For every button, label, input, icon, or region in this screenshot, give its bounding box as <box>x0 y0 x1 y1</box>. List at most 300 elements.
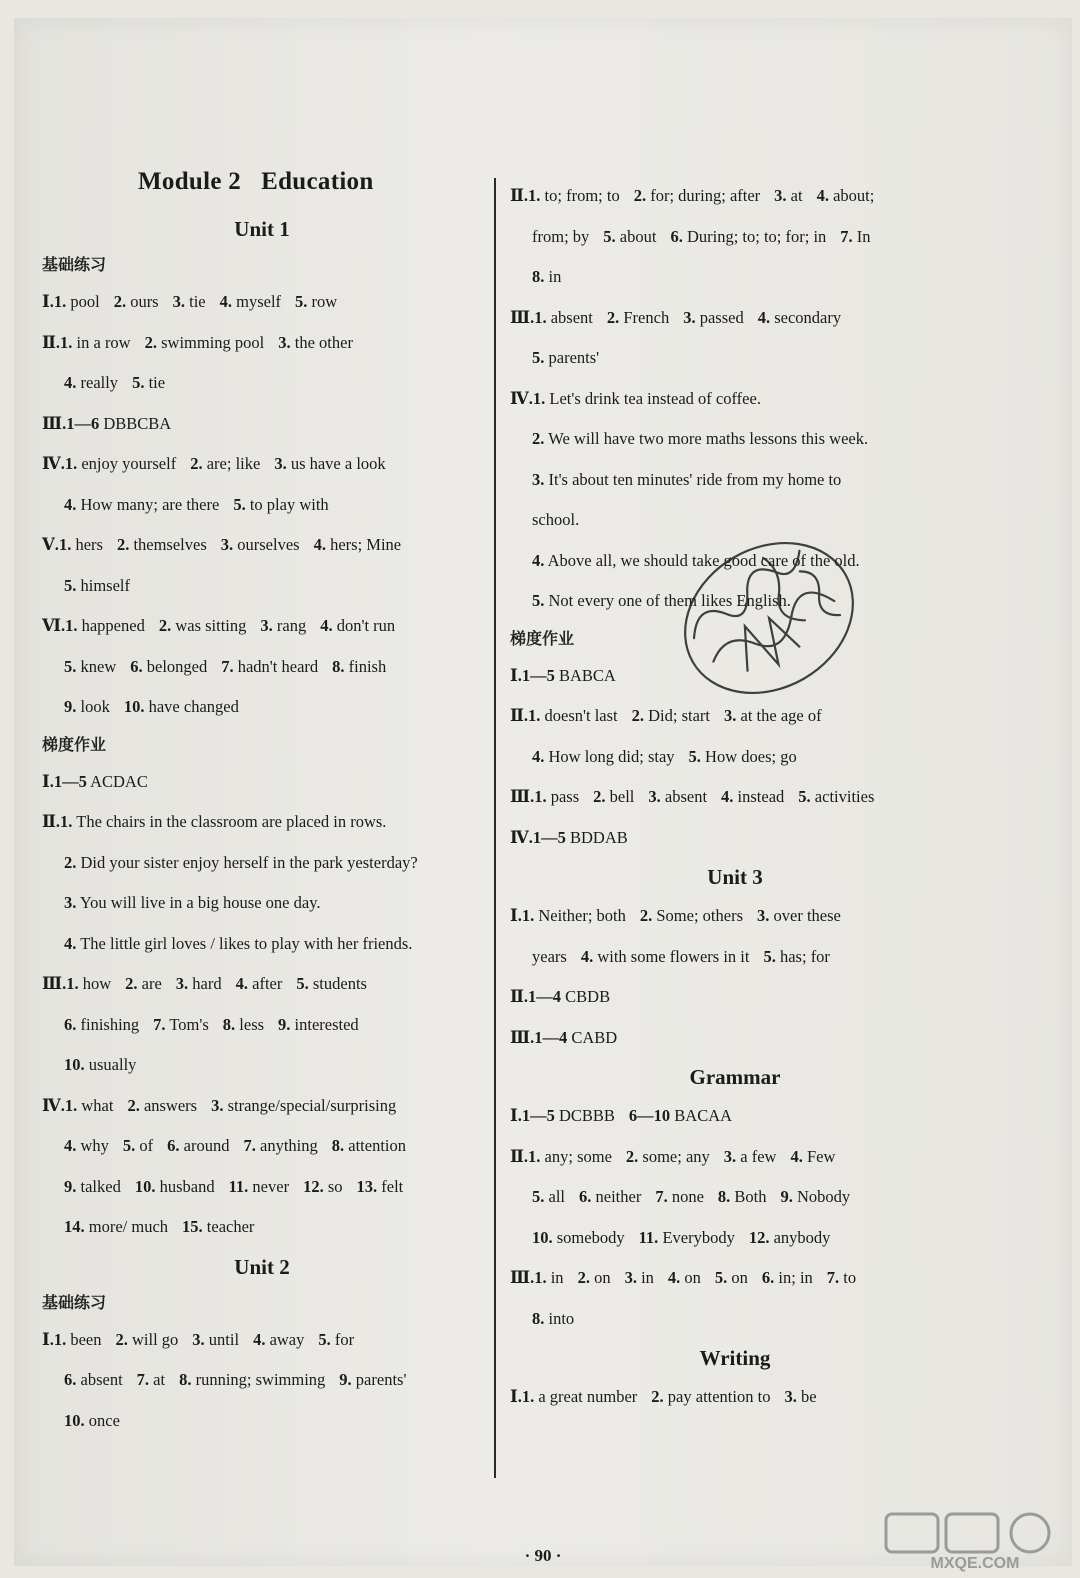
answer-text: to play with <box>249 494 329 514</box>
answer-text: been <box>70 1329 102 1349</box>
answer-text: on <box>684 1268 701 1287</box>
answer-line <box>42 1320 482 1361</box>
item-number: 2. <box>639 906 653 925</box>
answer-text: Tom's <box>169 1014 209 1034</box>
answer-text: enjoy yourself <box>81 454 177 473</box>
item-number: 4. <box>816 186 829 205</box>
answer-line <box>42 1207 482 1248</box>
answer-line <box>510 1177 960 1218</box>
item-number: 2. <box>115 1329 128 1349</box>
answer-text: attention <box>348 1136 406 1155</box>
item-number: 4. <box>790 1146 803 1166</box>
item-number: 4. <box>64 494 77 514</box>
item-number: 2. <box>158 616 172 635</box>
answer-text: be <box>800 1387 817 1406</box>
answer-line <box>42 525 482 566</box>
answer-line <box>510 1258 960 1299</box>
answer-text: none <box>671 1187 704 1206</box>
item-number: 5. <box>318 1329 331 1349</box>
answer-text: row <box>311 292 338 311</box>
answer-text: DCBBB <box>558 1106 615 1125</box>
answer-text: for; during; after <box>650 186 761 205</box>
answer-text: Few <box>806 1146 836 1166</box>
answer-line <box>510 419 960 460</box>
section-numeral: Ⅱ. <box>42 332 61 352</box>
answer-text: happened <box>81 616 145 635</box>
item-number: 7. <box>655 1187 668 1206</box>
section-numeral: Ⅲ. <box>510 1027 535 1047</box>
answer-text: students <box>312 974 367 993</box>
answer-text: anybody <box>773 1227 831 1247</box>
answer-text: around <box>183 1136 230 1155</box>
item-number: 12. <box>748 1227 770 1247</box>
answer-text: rang <box>276 616 307 635</box>
answer-text: absent <box>80 1370 123 1389</box>
section-numeral: Ⅱ. <box>510 987 529 1006</box>
item-number: 2. <box>651 1387 664 1406</box>
item-number: 3. <box>220 535 234 554</box>
answer-text: finish <box>348 656 387 676</box>
item-number: 2. <box>631 706 644 725</box>
answer-line <box>510 818 960 859</box>
item-number: 10. <box>134 1176 156 1196</box>
answer-text: on <box>594 1268 611 1287</box>
answer-text: The chairs in the classroom are placed in rows. <box>76 812 387 831</box>
item-number: 7. <box>153 1014 166 1034</box>
unit-1-graded-answers <box>42 762 482 1248</box>
item-number: 4. <box>721 787 734 806</box>
section-numeral: Ⅲ. <box>510 1268 535 1287</box>
answer-text: tie <box>148 373 166 392</box>
item-number: 2. <box>127 1095 140 1115</box>
answer-text: hers <box>75 535 103 554</box>
item-number: 3. <box>624 1268 637 1287</box>
answer-text: usually <box>88 1055 137 1074</box>
item-number: 6. <box>130 656 143 676</box>
answer-text: interested <box>294 1014 359 1034</box>
answer-text: to; from; to <box>544 186 620 205</box>
answer-text: from; by <box>532 226 590 246</box>
item-number: 11. <box>638 1227 659 1247</box>
module-title: Module 2 Education <box>138 168 374 195</box>
item-number: 5. <box>132 373 145 392</box>
item-number: 1. <box>528 1146 541 1166</box>
item-number: 1. <box>534 1268 547 1287</box>
answer-text: Both <box>734 1187 767 1206</box>
answer-text: about <box>619 226 657 246</box>
answer-text: some; any <box>642 1146 710 1166</box>
item-number: 1—4 <box>534 1027 568 1047</box>
answer-text: absent <box>550 307 593 327</box>
item-number: 5. <box>532 591 545 610</box>
grammar-title: Grammar <box>689 1065 781 1089</box>
item-number: 4. <box>64 933 77 953</box>
item-number: 1. <box>60 812 73 831</box>
answer-text: on <box>731 1268 748 1287</box>
section-numeral: Ⅱ. <box>510 186 529 205</box>
answer-text: parents' <box>355 1370 407 1389</box>
answer-text: Did; start <box>648 706 710 725</box>
answer-text: How many; are there <box>80 494 220 514</box>
item-number: 1. <box>521 1387 535 1406</box>
site-watermark-logo <box>880 1510 1070 1572</box>
answer-text: talked <box>80 1176 121 1196</box>
item-number: 2. <box>625 1146 639 1166</box>
item-number: 9. <box>64 1176 77 1196</box>
unit-1-basic-answers <box>42 282 482 728</box>
answer-text: We will have two more maths lessons this week. <box>548 429 869 448</box>
answer-text: has; for <box>779 946 830 966</box>
answer-text: CABD <box>571 1027 618 1047</box>
item-number: 3. <box>683 307 696 327</box>
answer-line <box>42 647 482 688</box>
answer-text: swimming pool <box>161 332 265 352</box>
answer-text: away <box>269 1329 305 1349</box>
answer-line <box>42 1401 482 1442</box>
answer-text: The little girl loves / likes to play with her friends. <box>80 933 413 953</box>
item-number: 5. <box>532 1187 545 1206</box>
section-numeral: Ⅰ. <box>510 665 522 685</box>
section-numeral: Ⅲ. <box>510 787 535 806</box>
answer-text: school. <box>532 510 580 529</box>
answer-text: belonged <box>146 656 208 676</box>
section-numeral: Ⅱ. <box>510 1146 529 1166</box>
answer-text: finishing <box>80 1014 140 1034</box>
answer-text: Neither; both <box>538 906 626 925</box>
answer-text: somebody <box>556 1227 625 1247</box>
item-number: 3. <box>532 469 545 489</box>
item-number: 3. <box>260 616 273 635</box>
section-label-graded: 梯度作业 <box>42 734 107 754</box>
item-number: 7. <box>840 226 853 246</box>
grammar-answers <box>510 1096 960 1339</box>
answer-text: bell <box>609 787 635 806</box>
item-number: 8. <box>331 1136 345 1155</box>
section-label-graded-2: 梯度作业 <box>510 628 575 648</box>
section-label-basic-2: 基础练习 <box>42 1292 107 1312</box>
item-number: 1. <box>528 706 541 725</box>
item-number: 3. <box>211 1095 224 1115</box>
item-number: 8. <box>222 1014 236 1034</box>
answer-text: husband <box>159 1176 215 1196</box>
item-number: 1. <box>64 454 78 473</box>
answer-text: tie <box>189 292 206 311</box>
item-number: 3. <box>172 292 185 311</box>
answer-text: really <box>80 373 119 392</box>
section-numeral: Ⅳ. <box>510 827 533 847</box>
unit-1-title: Unit 1 <box>234 217 290 241</box>
answer-text: ACDAC <box>90 771 148 791</box>
answer-text: ourselves <box>237 535 300 554</box>
section-numeral: Ⅳ. <box>42 454 65 473</box>
item-number: 4. <box>253 1329 266 1349</box>
answer-text: You will live in a big house one day. <box>79 893 321 912</box>
answer-text: in a row <box>76 332 131 352</box>
answer-text: less <box>239 1014 265 1034</box>
item-number: 5. <box>122 1136 136 1155</box>
answer-text: all <box>548 1187 565 1206</box>
item-number: 1. <box>534 307 547 327</box>
item-number: 3. <box>757 906 770 925</box>
answer-line <box>42 444 482 485</box>
section-numeral: Ⅲ. <box>42 413 67 433</box>
right-column <box>510 176 960 1418</box>
answer-text: knew <box>80 656 117 676</box>
item-number: 2. <box>64 852 77 872</box>
answer-text: How long did; stay <box>548 746 675 766</box>
item-number: 2. <box>577 1268 590 1287</box>
item-number: 3. <box>774 186 787 205</box>
section-numeral: Ⅱ. <box>42 812 61 831</box>
item-number: 3. <box>175 974 189 993</box>
item-number: 2. <box>116 535 130 554</box>
item-number: 10. <box>123 697 145 716</box>
item-number: 10. <box>64 1055 85 1074</box>
watermark-text: MXQE.COM <box>930 1555 1020 1572</box>
section-numeral: Ⅰ. <box>42 1329 54 1349</box>
answer-line <box>42 1045 482 1086</box>
answer-text: never <box>252 1176 290 1196</box>
answer-text: neither <box>595 1187 642 1206</box>
answer-text: in <box>548 267 562 286</box>
item-number: 4. <box>219 292 232 311</box>
answer-text: pass <box>550 787 580 806</box>
answer-text: of <box>139 1136 154 1155</box>
answer-line <box>42 1167 482 1208</box>
answer-text: hers; Mine <box>330 535 402 554</box>
item-number: 6. <box>64 1370 77 1389</box>
item-number: 8. <box>332 656 345 676</box>
answer-line <box>510 460 960 501</box>
item-number: 4. <box>532 550 545 570</box>
answer-line <box>42 1086 482 1127</box>
item-number: 1—6 <box>66 413 100 433</box>
item-number: 3. <box>648 787 661 806</box>
answer-text: Above all, we should take good care of the old. <box>547 550 860 570</box>
item-number: 3. <box>274 454 287 473</box>
item-number: 3. <box>723 1146 737 1166</box>
answer-text: parents' <box>548 348 600 367</box>
item-number: 5. <box>532 348 545 367</box>
item-number: 4. <box>64 1136 77 1155</box>
answer-line <box>510 176 960 217</box>
item-number: 13. <box>356 1176 378 1196</box>
answer-text: how <box>82 974 112 993</box>
answer-text: How does; go <box>705 746 797 766</box>
answer-text: In <box>856 226 871 246</box>
item-number: 3. <box>278 332 291 352</box>
answer-line <box>510 1096 960 1137</box>
item-number: 7. <box>136 1370 150 1389</box>
answer-text: why <box>80 1136 109 1155</box>
section-numeral: Ⅰ. <box>510 1387 522 1406</box>
item-number: 6. <box>670 226 683 246</box>
item-number: 9. <box>339 1370 352 1389</box>
item-number: 1—5 <box>521 1106 555 1125</box>
item-number: 4. <box>235 974 248 993</box>
answer-text: will go <box>132 1329 179 1349</box>
answer-text: what <box>81 1095 114 1115</box>
section-label-basic: 基础练习 <box>42 255 107 274</box>
answer-text: secondary <box>774 307 842 327</box>
answer-text: look <box>80 697 110 716</box>
answer-text: felt <box>381 1176 404 1196</box>
item-number: 4. <box>667 1268 681 1287</box>
item-number: 5. <box>64 575 77 595</box>
answer-line <box>42 687 482 728</box>
answer-text: CBDB <box>565 987 611 1006</box>
item-number: 2. <box>125 974 138 993</box>
answer-line <box>510 298 960 339</box>
item-number: 7. <box>243 1136 256 1155</box>
answer-text: in <box>641 1268 654 1287</box>
item-number: 1. <box>53 1329 67 1349</box>
answer-text: at <box>153 1370 166 1389</box>
answer-line <box>42 363 482 404</box>
item-number: 1. <box>53 292 67 311</box>
answer-text: any; some <box>544 1146 612 1166</box>
answer-text: pool <box>70 292 100 311</box>
answer-line <box>510 1218 960 1259</box>
answer-text: to <box>843 1268 857 1287</box>
answer-line <box>42 566 482 607</box>
answer-text: a great number <box>538 1387 638 1406</box>
answer-line <box>42 404 482 445</box>
answer-text: passed <box>699 307 744 327</box>
item-number: 2. <box>532 429 545 448</box>
answer-text: activities <box>814 787 875 806</box>
answer-line <box>510 977 960 1018</box>
answer-text: hadn't heard <box>237 656 319 676</box>
item-number: 5. <box>688 746 701 766</box>
answer-line <box>42 964 482 1005</box>
item-number: 15. <box>182 1217 203 1236</box>
answer-text: DBBCBA <box>103 413 172 433</box>
answer-text: so <box>327 1176 343 1196</box>
answer-line <box>510 217 960 258</box>
item-number: 1—5 <box>532 827 566 847</box>
item-number: 1. <box>60 332 73 352</box>
item-number: 1—5 <box>53 771 87 791</box>
answer-line <box>510 338 960 379</box>
section-numeral: Ⅰ. <box>510 906 522 925</box>
item-number: 9. <box>278 1014 291 1034</box>
section-numeral: Ⅱ. <box>510 706 529 725</box>
answer-text: myself <box>236 292 282 311</box>
answer-text: ours <box>130 292 159 311</box>
section-numeral: Ⅲ. <box>510 307 535 327</box>
item-number: 2. <box>144 332 157 352</box>
item-number: 1. <box>528 186 541 205</box>
answer-line <box>42 762 482 803</box>
item-number: 8. <box>532 1308 545 1328</box>
item-number: 1—5 <box>521 665 555 685</box>
unit-3-answers <box>510 896 960 1058</box>
answer-line <box>42 1005 482 1046</box>
item-number: 2. <box>633 186 647 205</box>
item-number: 9. <box>780 1187 793 1206</box>
answer-text: Nobody <box>796 1187 851 1206</box>
answer-text: BDDAB <box>569 827 628 847</box>
item-number: 4. <box>532 746 545 766</box>
answer-line <box>510 1299 960 1340</box>
item-number: 5. <box>295 292 308 311</box>
answer-line <box>42 1360 482 1401</box>
answer-line <box>510 379 960 420</box>
item-number: 4. <box>757 307 771 327</box>
answer-text: himself <box>80 575 130 595</box>
answer-line <box>42 883 482 924</box>
section-numeral: Ⅰ. <box>42 292 54 311</box>
section-numeral: Ⅴ. <box>42 535 59 554</box>
answer-text: at the age of <box>740 706 822 725</box>
item-number: 10. <box>64 1410 85 1430</box>
item-number: 5. <box>64 656 77 676</box>
answer-text: strange/special/surprising <box>227 1095 397 1115</box>
answer-text: running; swimming <box>195 1370 326 1389</box>
item-number: 3. <box>784 1387 797 1406</box>
answer-line <box>510 777 960 818</box>
answer-text: more/ much <box>88 1217 169 1236</box>
writing-title: Writing <box>699 1346 771 1370</box>
answer-text: over these <box>773 906 841 925</box>
item-number: 6. <box>579 1187 592 1206</box>
unit-3-title: Unit 3 <box>707 865 763 889</box>
answer-text: pay attention to <box>667 1387 771 1406</box>
section-numeral: Ⅲ. <box>42 974 67 993</box>
item-number: 5. <box>714 1268 728 1287</box>
answer-line <box>42 282 482 323</box>
item-number: 4. <box>320 616 333 635</box>
item-number: 2. <box>113 292 127 311</box>
answer-text: once <box>88 1410 120 1430</box>
answer-text: It's about ten minutes' ride from my home to <box>548 469 842 489</box>
item-number: 1—4 <box>528 987 562 1006</box>
item-number: 8. <box>179 1370 192 1389</box>
answer-text: are; like <box>206 454 261 473</box>
answer-text: teacher <box>206 1217 255 1236</box>
answer-text: after <box>252 974 283 993</box>
item-number: 3. <box>192 1329 205 1349</box>
answer-text: Everybody <box>662 1227 735 1247</box>
item-number: 5. <box>603 226 616 246</box>
answer-line <box>42 606 482 647</box>
answer-text: until <box>208 1329 240 1349</box>
item-number: 3. <box>64 893 77 912</box>
item-number: 8. <box>717 1187 731 1206</box>
item-number: 5. <box>233 494 246 514</box>
answer-text: into <box>548 1308 575 1328</box>
answer-line <box>42 1126 482 1167</box>
answer-line <box>42 843 482 884</box>
answer-text: Some; others <box>656 906 743 925</box>
answer-text: instead <box>737 787 785 806</box>
answer-text: themselves <box>133 535 207 554</box>
answer-line <box>510 1018 960 1059</box>
page-number: · 90 · <box>524 1546 562 1565</box>
answer-text: in <box>550 1268 564 1287</box>
item-number: 1. <box>521 906 535 925</box>
answer-text: French <box>623 307 670 327</box>
item-number: 1. <box>65 616 78 635</box>
answer-line <box>510 937 960 978</box>
writing-answers <box>510 1377 960 1418</box>
unit-2-basic-answers <box>42 1320 482 1442</box>
item-number: 7. <box>221 656 234 676</box>
item-number: 6. <box>167 1136 180 1155</box>
item-number: 1. <box>532 388 546 408</box>
answer-page <box>14 18 1072 1566</box>
